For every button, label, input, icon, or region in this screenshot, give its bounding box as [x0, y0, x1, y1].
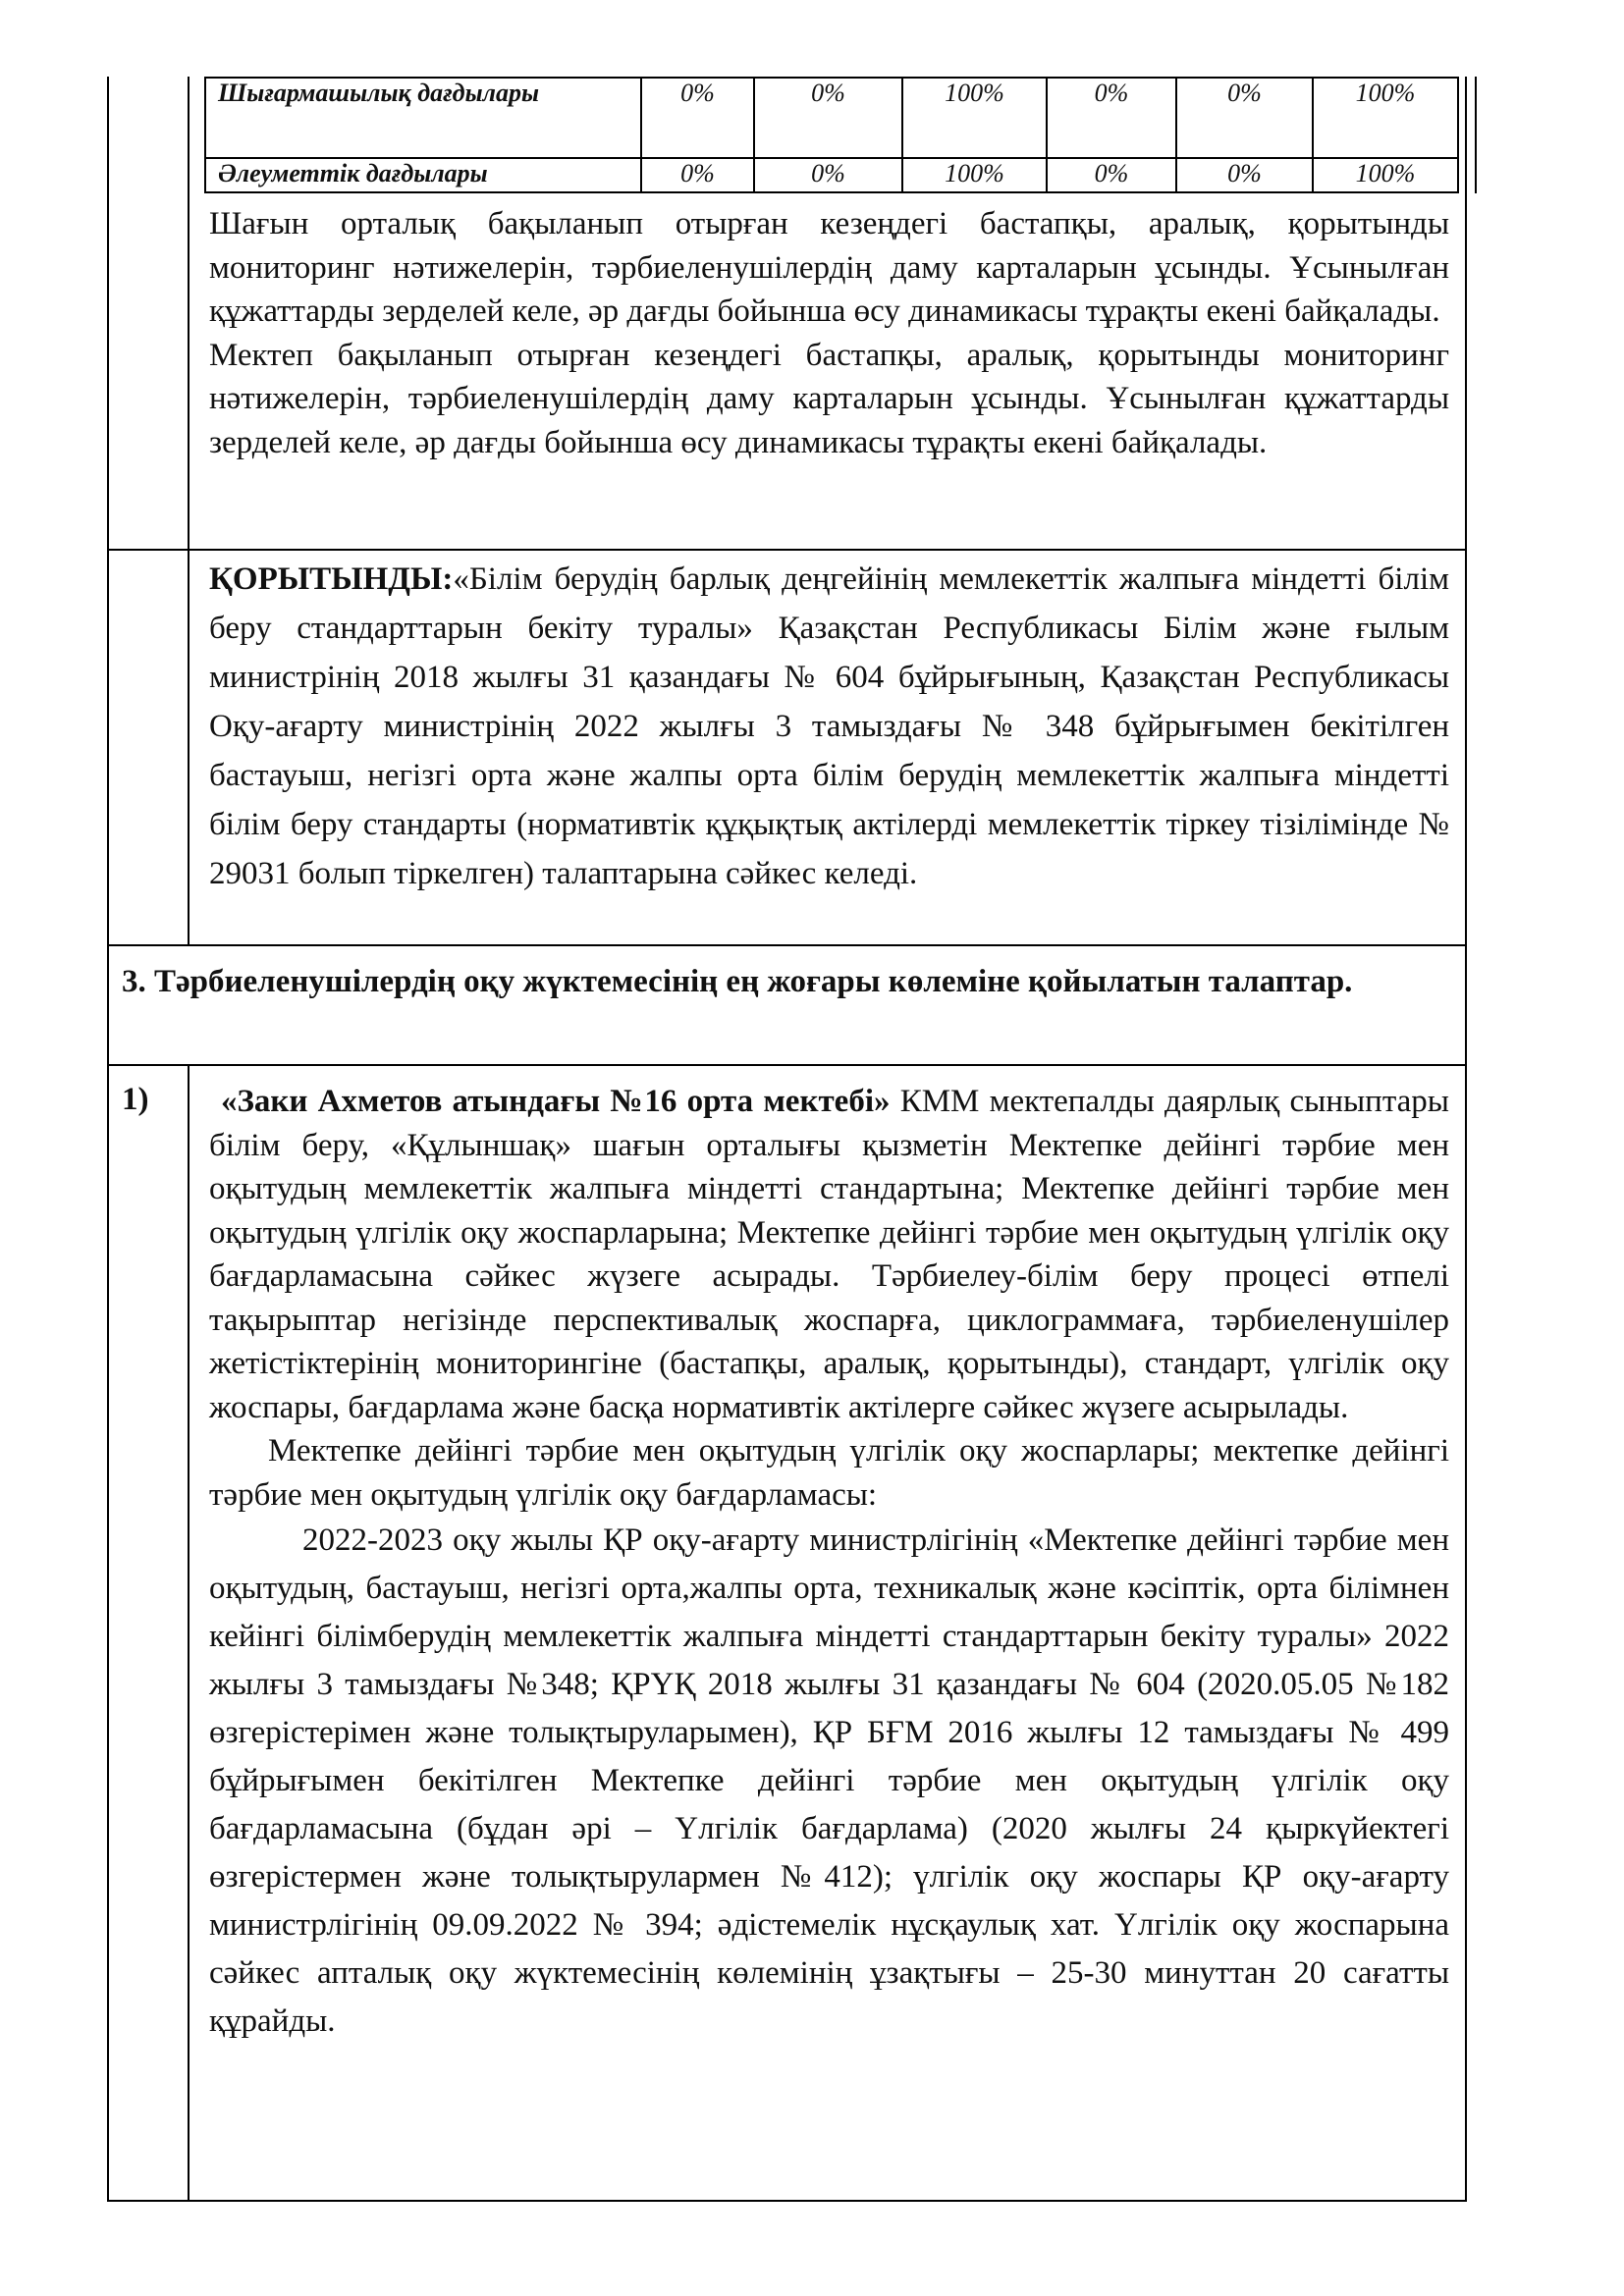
- row-divider: [107, 944, 1467, 946]
- table-cell: 100%: [1313, 78, 1458, 158]
- row-divider: [107, 549, 1467, 551]
- table-cell: 0%: [754, 78, 902, 158]
- table-border-left: [107, 77, 109, 2201]
- table-cell: 0%: [1176, 78, 1313, 158]
- school-name: «Заки Ахметов атындағы №16 орта мектебі»: [221, 1084, 891, 1119]
- row-divider: [107, 1064, 1467, 1066]
- skill-name: Әлеуметтік дағдылары: [205, 158, 641, 192]
- skill-name: Шығармашылық дағдылары: [205, 78, 641, 158]
- item-number: 1): [122, 1082, 149, 1117]
- table-border-right: [1465, 77, 1467, 2201]
- conclusion-block: [209, 555, 1449, 898]
- table-cell: 100%: [1313, 158, 1458, 192]
- table-cell: 0%: [1047, 78, 1176, 158]
- table-edge-marks: [1465, 77, 1477, 193]
- table-cell: 100%: [902, 78, 1047, 158]
- table-row: [205, 158, 1458, 192]
- section-title: 3. Тәрбиеленушілердің оқу жүктемесінің ең жоғары көлеміне қойылатын талаптар.: [122, 964, 1353, 999]
- table-cell: 100%: [902, 158, 1047, 192]
- item1-paragraph-2: Мектепке дейінгі тәрбие мен оқытудың үлгілік оқу жоспарлары; мектепке дейінгі тәрбие мен оқытудың үлгілік оқу бағдарламасы:: [209, 1433, 1449, 1513]
- column-divider: [188, 77, 189, 945]
- item1-paragraph-3: 2022-2023 оқу жылы ҚР оқу-ағарту министрлігінің «Мектепке дейінгі тәрбие мен оқытудың, бастауыш, негізгі орта,жалпы орта, техникалық және кәсіптік, орта білімнен кейінгі білімберудің мемлекеттік жалпыға міндетті стандарттарын бекіту туралы» 2022 жылғы 3 тамыздағы №348; ҚРҮҚ 2018 жылғы 31 қазандағы № 604 (2020.05.05 №182 өзгерістерімен және толықтыруларымен), ҚР БҒМ 2016 жылғы 12 тамыздағы № 499 бұйрығымен бекітілген Мектепке дейінгі тәрбие мен оқытудың үлгілік оқу бағдарламасына (бұдан әрі – Үлгілік бағдарлама) (2020 жылғы 24 қыркүйектегі өзгерістермен және толықтырулармен №412); үлгілік оқу жоспары ҚР оқу-ағарту министрлігінің 09.09.2022 № 394; әдістемелік нұсқаулық хат. Үлгілік оқу жоспарына сәйкес апталық оқу жүктемесінің көлемінің ұзақтығы – 25-30 минуттан 20 сағатты құрайды.: [209, 1522, 1449, 2039]
- observation-paragraph-1: Шағын орталық бақыланып отырған кезеңдегі бастапқы, аралық, қорытынды мониторинг нәтижелерін, тәрбиеленушілердің даму карталарын ұсынды. Ұсынылған құжаттарды зерделей келе, әр дағды бойынша өсу динамикасы тұрақты екені байқалады.: [209, 206, 1449, 329]
- table-cell: 0%: [1176, 158, 1313, 192]
- table-cell: 0%: [641, 158, 754, 192]
- observation-paragraph-2: Мектеп бақыланып отырған кезеңдегі бастапқы, аралық, қорытынды мониторинг нәтижелерін, тәрбиеленушілердің даму карталарын ұсынды. Ұсынылған құжаттарды зерделей келе, әр дағды бойынша өсу динамикасы тұрақты екені байқалады.: [209, 337, 1449, 460]
- table-cell: 0%: [754, 158, 902, 192]
- column-divider: [188, 1065, 189, 2201]
- table-cell: 0%: [641, 78, 754, 158]
- table-cell: 0%: [1047, 158, 1176, 192]
- item1-paragraph-1: КММ мектепалды даярлық сыныптары білім беру, «Құлыншақ» шағын орталығы қызметін Мектепке дейінгі тәрбие мен оқытудың мемлекеттік жалпыға міндетті стандартына; Мектепке дейінгі тәрбие мен оқытудың үлгілік оқу жоспарларына; Мектепке дейінгі тәрбие мен оқытудың үлгілік оқу бағдарламасына сәйкес жүзеге асырады. Тәрбиелеу-білім беру процесі өтпелі тақырыптар негізінде перспективалық жоспарға, циклограммаға, тәрбиеленушілер жетістіктерінің мониторингіне (бастапқы, аралық, қорытынды), стандарт, үлгілік оқу жоспары, бағдарлама және басқа нормативтік актілерге сәйкес жүзеге асырылады.: [209, 1084, 1449, 1425]
- table-row: [205, 78, 1458, 158]
- conclusion-text: «Білім берудің барлық деңгейінің мемлекеттік жалпыға міндетті білім беру стандарттарын бекіту туралы» Қазақстан Республикасы Білім және ғылым министрінің 2018 жылғы 31 қазандағы № 604 бұйрығының, Қазақстан Республикасы Оқу-ағарту министрінің 2022 жылғы 3 тамыздағы № 348 бұйрығымен бекітілген бастауыш, негізгі орта және жалпы орта білім берудің мемлекеттік жалпыға міндетті білім беру стандарты (нормативтік құқықтық актілерді мемлекеттік тіркеу тізілімінде № 29031 болып тіркелген) талаптарына сәйкес келеді.: [209, 561, 1449, 891]
- conclusion-label: ҚОРЫТЫНДЫ:: [209, 561, 454, 597]
- skills-table: [204, 77, 1459, 193]
- table-border-bottom: [107, 2200, 1467, 2202]
- observation-block: [209, 202, 1449, 464]
- item1-block: [209, 1080, 1449, 2046]
